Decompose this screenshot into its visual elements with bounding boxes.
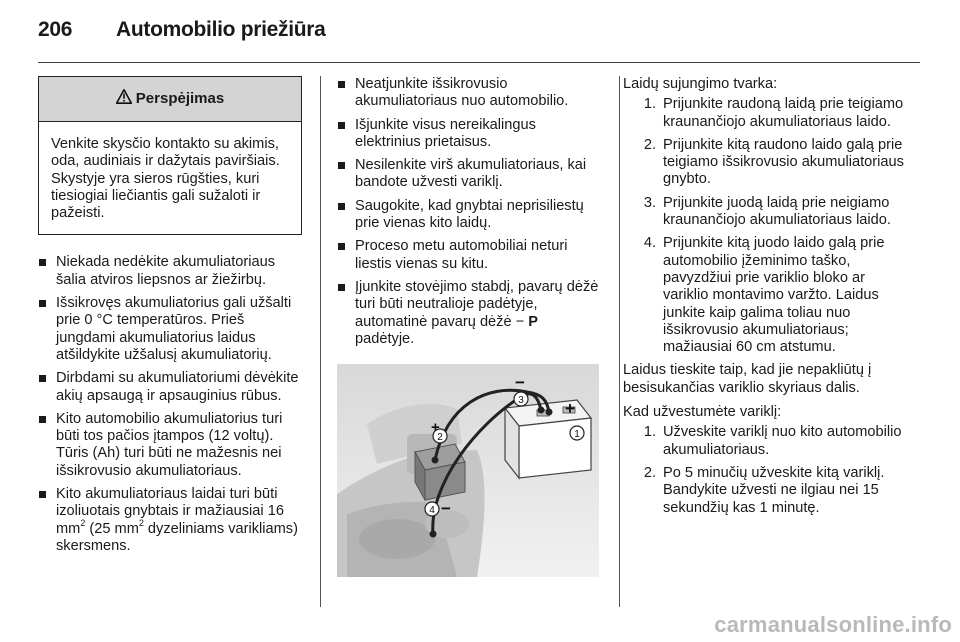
list-item: Neatjunkite išsikrovusio akumuliatoriaus nuo automobilio. xyxy=(337,76,603,111)
plus-mark: + xyxy=(565,399,575,419)
column-divider xyxy=(320,76,321,607)
jump-start-illustration xyxy=(337,364,599,577)
list-item: Išjunkite visus nereikalingus elektrinius prietaisus. xyxy=(337,117,603,152)
warning-box xyxy=(38,76,302,235)
warning-header xyxy=(39,77,301,122)
start-steps xyxy=(623,424,911,516)
cable-routing-note: Laidus tieskite taip, kad jie nepakliūtų į besisukančias variklio skyriaus dalis. xyxy=(623,362,872,396)
list-item: Niekada nedėkite akumuliatoriaus šalia atviros liepsnos ar žiežirbų. xyxy=(38,254,304,289)
list-item: 4. Prijunkite kitą juodo laido galą prie automobilio įžeminimo taško, pavyzdžiui prie variklio bloko ar variklio montavimo varžto. Laidus junkite kaip galima toliau nuo išsikrovusio akumuliatoriaus; mažiausiai 60 cm atstumu. xyxy=(643,235,885,356)
warning-triangle-icon xyxy=(116,89,132,108)
column-middle xyxy=(337,76,603,577)
page-title: Automobilio priežiūra xyxy=(116,18,326,41)
list-item: Išsikrovęs akumuliatorius gali užšalti prie 0 °C temperatūros. Prieš jungdami akumuliatorius laidus atšildykite užšalusį akumuliatorių. xyxy=(38,295,304,364)
warning-text: Venkite skysčio kontakto su akimis, oda, audiniais ir dažytais paviršiais. Skystyje yra sieros rūgšties, kuri tiesiogiai liečiantis gali sužaloti ir pažeisti. xyxy=(51,136,280,222)
list-item: 2. Prijunkite kitą raudono laido galą prie teigiamo išsikrovusio akumuliatoriaus gnybto. xyxy=(643,136,904,188)
column-left xyxy=(38,76,304,561)
callout-3 xyxy=(514,392,528,406)
list-item: Kito akumuliatoriaus laidai turi būti izoliuotais gnybtais ir mažiausiai 16 $mm^2$ (25 $mm^2$ dyzeliniams varikliams) skersmens. xyxy=(38,486,304,555)
connection-steps xyxy=(623,96,911,356)
list-item: Nesilenkite virš akumuliatoriaus, kai bandote užvesti variklį. xyxy=(337,157,603,192)
list-item: Kito automobilio akumuliatorius turi būti tos pačios įtampos (12 voltų). Tūris (Ah) turi būti ne mažesnis nei išsikrovusio akumuliatoriaus. xyxy=(38,411,304,480)
svg-text:4: 4 xyxy=(429,505,435,517)
list-item: Dirbdami su akumuliatoriumi dėvėkite akių apsaugą ir apsauginius rūbus. xyxy=(38,370,304,405)
svg-text:2: 2 xyxy=(437,432,443,444)
list-item: 3. Prijunkite juodą laidą prie neigiamo kraunančiojo akumuliatoriaus laido. xyxy=(643,194,891,229)
column-right xyxy=(623,76,911,523)
minus-mark: − xyxy=(441,499,451,519)
safety-list xyxy=(38,254,304,555)
list-item: Įjunkite stovėjimo stabdį, pavarų dėžė turi būti neutralioje padėtyje, automatinė pavarų dėžė − P padėtyje. xyxy=(337,279,603,348)
header-divider xyxy=(38,62,920,63)
warning-title: Perspėjimas xyxy=(135,90,225,108)
plus-mark: + xyxy=(431,419,440,437)
minus-mark: − xyxy=(515,373,525,393)
start-heading: Kad užvestumėte variklį: xyxy=(623,404,782,421)
list-item: Saugokite, kad gnybtai neprisiliestų prie vienas kito laidų. xyxy=(337,198,603,233)
svg-text:1: 1 xyxy=(574,429,580,441)
list-item: 1. Užveskite variklį nuo kito automobilio akumuliatoriaus. xyxy=(643,424,902,458)
watermark: carmanualsonline.info xyxy=(714,612,952,637)
svg-text:3: 3 xyxy=(518,395,524,407)
page-header xyxy=(38,18,326,42)
jump-start-diagram xyxy=(337,364,599,577)
precaution-list xyxy=(337,76,603,348)
column-divider xyxy=(619,76,620,607)
list-item: 2. Po 5 minučių užveskite kitą variklį. Bandykite užvesti ne ilgiau nei 15 sekundžių kas 1 minutę. xyxy=(643,464,885,516)
list-item: 1. Prijunkite raudoną laidą prie teigiamo kraunančiojo akumuliatoriaus laido. xyxy=(643,96,904,130)
page-number: 206 xyxy=(38,18,73,41)
callout-1 xyxy=(570,426,584,440)
connection-heading: Laidų sujungimo tvarka: xyxy=(623,76,778,92)
list-item: Proceso metu automobiliai neturi liestis vienas su kitu. xyxy=(337,238,603,273)
callout-4 xyxy=(425,502,439,516)
